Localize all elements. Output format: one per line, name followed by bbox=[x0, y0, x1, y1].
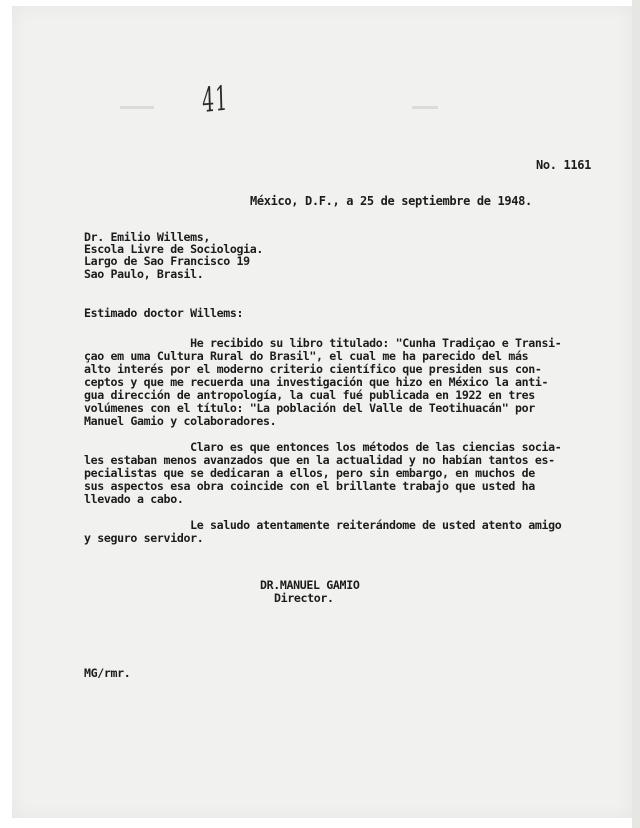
recipient-city: Sao Paulo, Brasil. bbox=[84, 267, 204, 281]
paragraph-2-line: les estaban menos avanzados que en la actualidad y no habían tantos es- bbox=[84, 453, 555, 467]
paragraph-1-line: çao em uma Cultura Rural do Brasil", el cual me ha parecido del más bbox=[84, 349, 529, 363]
paragraph-1-line: Manuel Gamio y colaboradores. bbox=[84, 414, 277, 428]
paragraph-1-line: He recibido su libro titulado: "Cunha Tradiçao e Transi- bbox=[84, 336, 562, 350]
closing-line: Le saludo atentamente reiterándome de usted atento amigo bbox=[84, 518, 562, 532]
paragraph-2-line: pecialistas que se dedicaran a ellos, pero sin embargo, en muchos de bbox=[84, 466, 535, 480]
faint-mark bbox=[120, 106, 154, 109]
document-number: No. 1161 bbox=[536, 158, 591, 172]
signature-name: DR.MANUEL GAMIO bbox=[260, 578, 360, 592]
handwritten-number: 41 bbox=[201, 78, 229, 121]
signature-title: Director. bbox=[274, 591, 334, 605]
paragraph-1-line: alto interés por el moderno criterio científico que presiden sus con- bbox=[84, 362, 542, 376]
salutation: Estimado doctor Willems: bbox=[84, 306, 244, 320]
paragraph-1-line: gua dirección de antropología, la cual fué publicada en 1922 en tres bbox=[84, 388, 535, 402]
letter-page bbox=[12, 6, 632, 818]
scan-edge bbox=[632, 0, 640, 828]
paragraph-2-line: llevado a cabo. bbox=[84, 492, 184, 506]
closing-line: y seguro servidor. bbox=[84, 531, 204, 545]
paragraph-1-line: volúmenes con el título: "La población del Valle de Teotihuacán" por bbox=[84, 401, 535, 415]
recipient-street: Largo de Sao Francisco 19 bbox=[84, 254, 250, 268]
recipient-institution: Escola Livre de Sociologia. bbox=[84, 242, 264, 256]
paragraph-1-line: ceptos y que me recuerda una investigación que hizo en México la anti- bbox=[84, 375, 549, 389]
faint-mark bbox=[412, 106, 438, 109]
date-line: México, D.F., a 25 de septiembre de 1948. bbox=[250, 194, 532, 208]
recipient-name: Dr. Emilio Willems, bbox=[84, 230, 210, 244]
reference-initials: MG/rmr. bbox=[84, 666, 131, 680]
paragraph-2-line: Claro es que entonces los métodos de las ciencias socia- bbox=[84, 440, 562, 454]
paragraph-2-line: sus aspectos esa obra coincide con el brillante trabajo que usted ha bbox=[84, 479, 535, 493]
